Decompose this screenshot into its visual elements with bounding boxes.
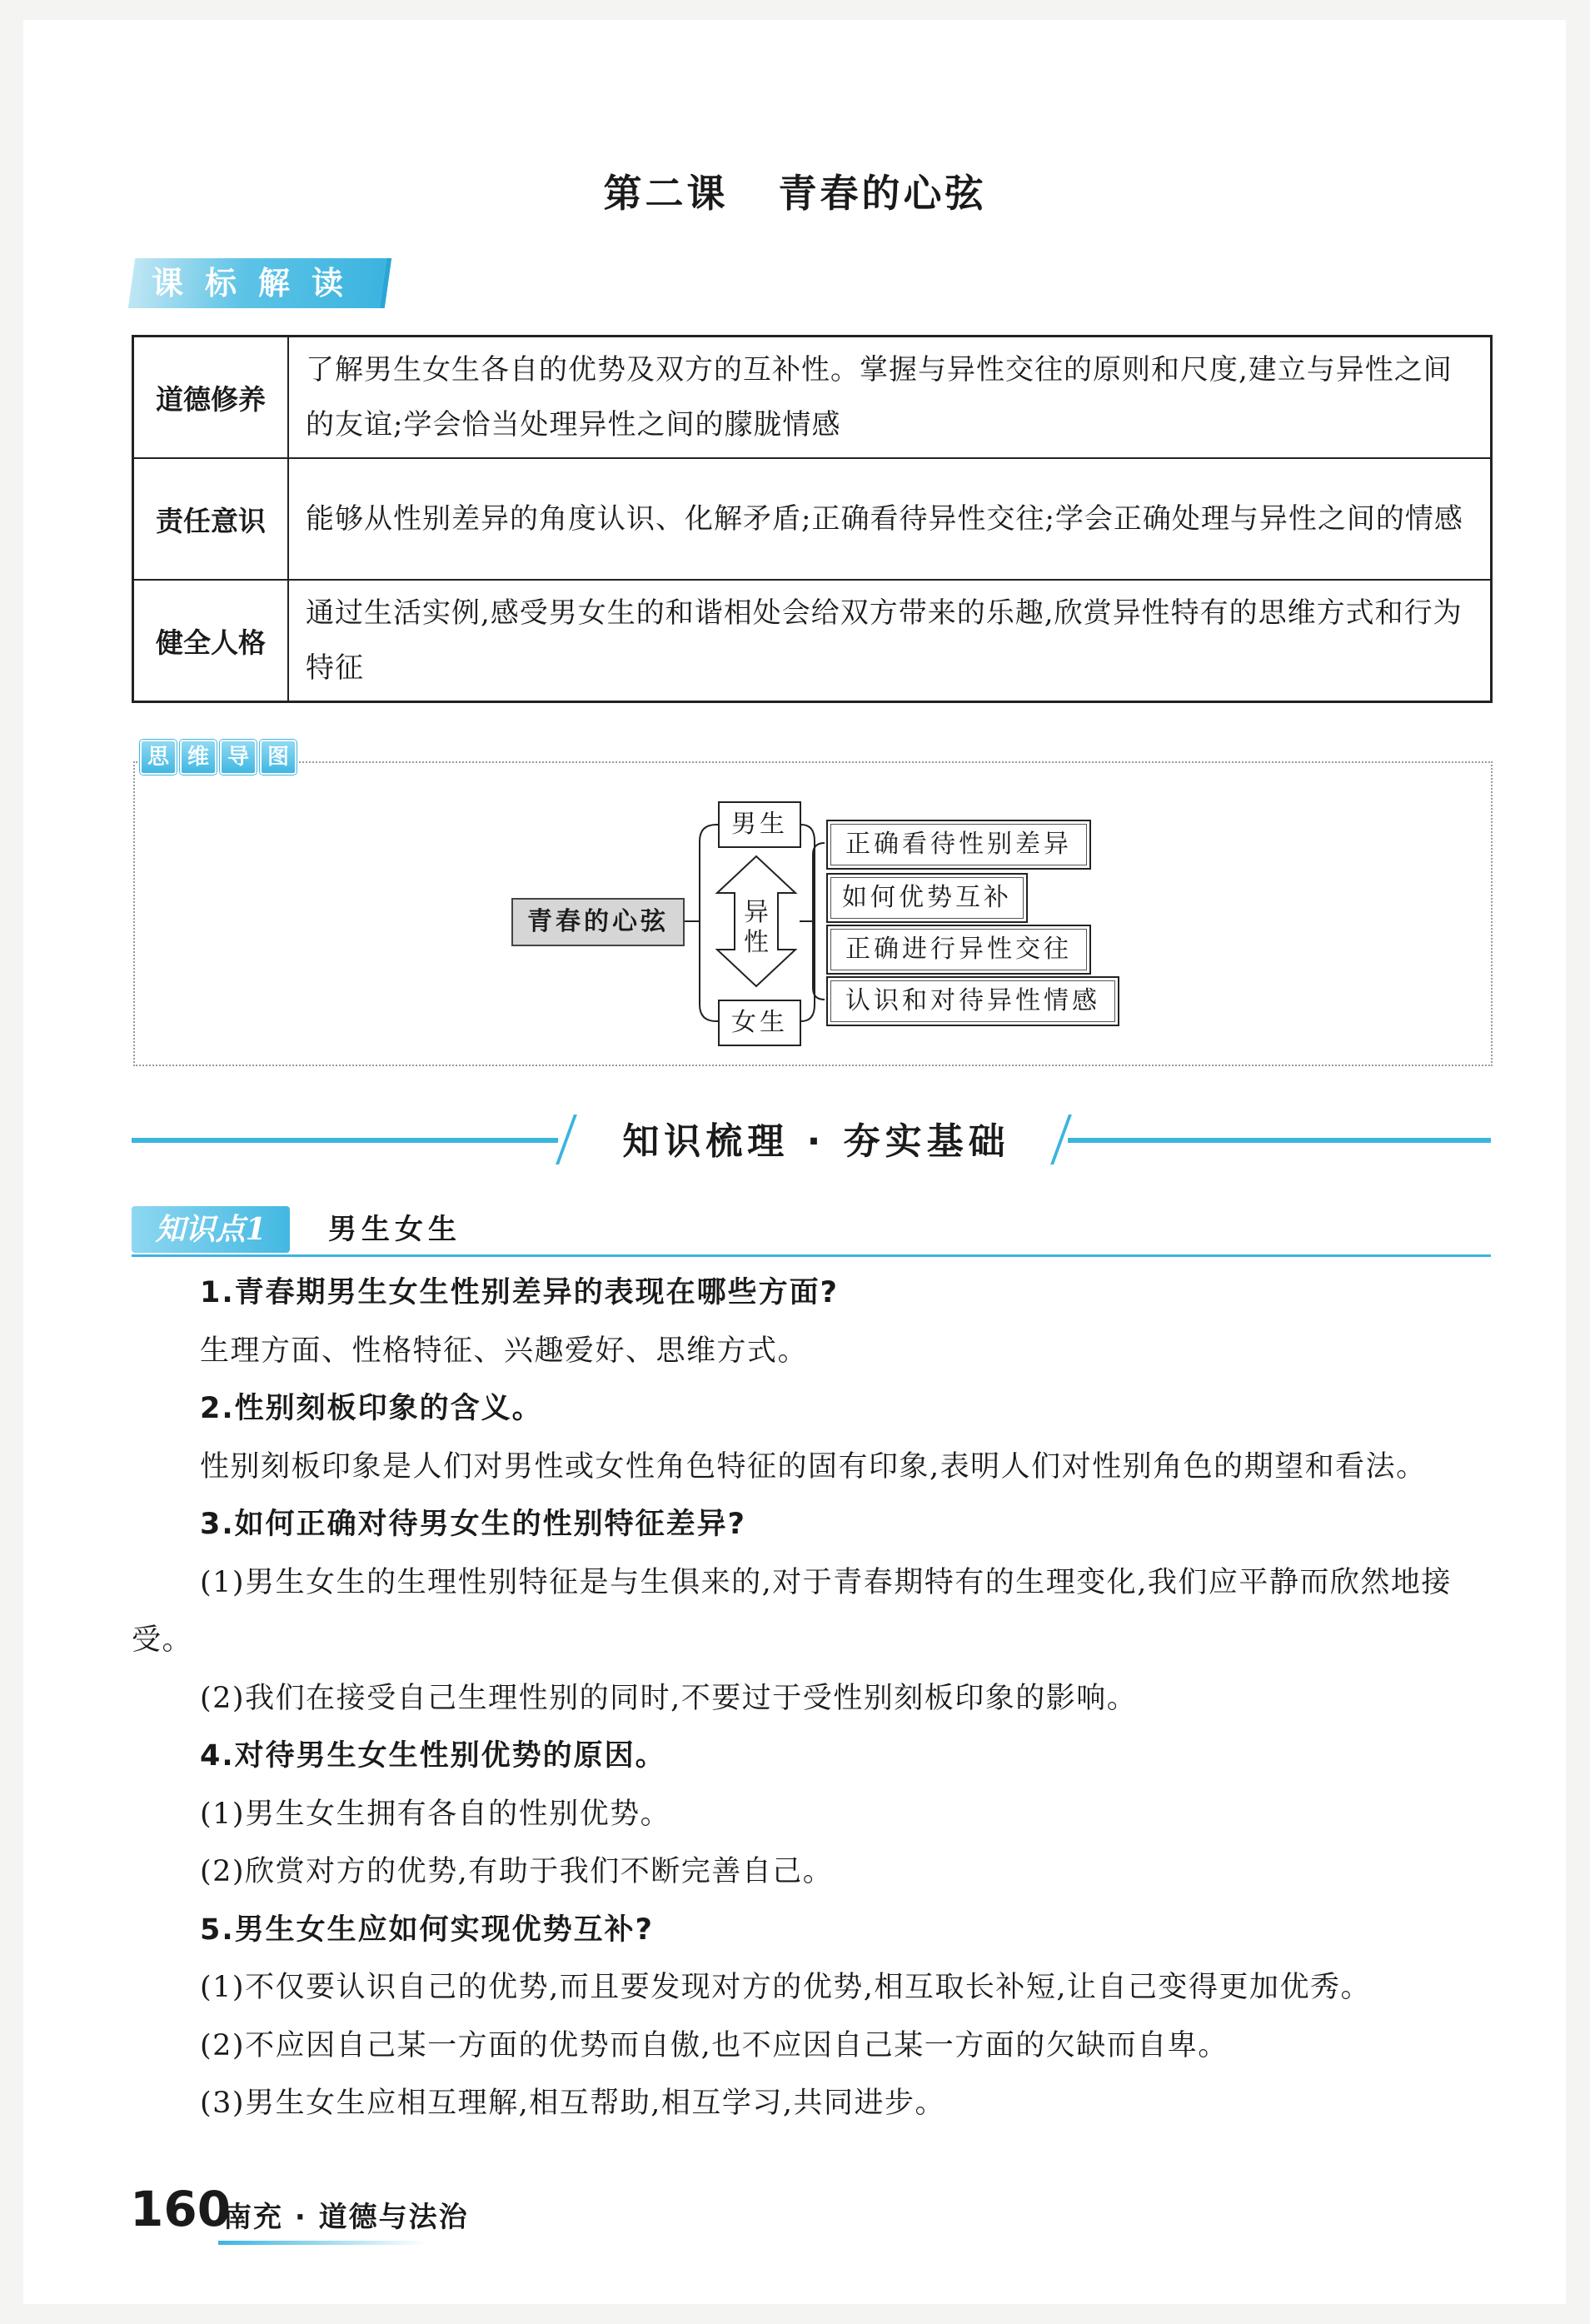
knowledge-point-badge: 知识点1 — [132, 1206, 290, 1253]
answer: (3)男生女生应相互理解,相互帮助,相互学习,共同进步。 — [200, 2087, 945, 2120]
mindmap-tag-char: 导 — [220, 740, 258, 773]
answer: (1)男生女生拥有各自的性别优势。 — [200, 1797, 671, 1831]
mindmap-tag-char: 图 — [260, 740, 298, 773]
page-number: 160 — [130, 2181, 232, 2237]
mindmap-center: 青春的心弦 — [511, 898, 685, 946]
standard-value: 能够从性别差异的角度认识、化解矛盾;正确看待异性交往;学会正确处理与异性之间的情感 — [288, 458, 1492, 580]
lesson-number: 第二课 — [603, 171, 729, 216]
footer-underline — [218, 2241, 426, 2245]
answer: 生理方面、性格特征、兴趣爱好、思维方式。 — [200, 1334, 809, 1368]
standard-value: 了解男生女生各自的优势及双方的互补性。掌握与异性交往的原则和尺度,建立与异性之间的友谊;学会恰当处理异性之间的朦胧情感 — [288, 337, 1492, 459]
mindmap-branch: 如何优势互补 — [826, 873, 1028, 923]
knowledge-content — [132, 1264, 1493, 2133]
mindmap-female: 女生 — [718, 1000, 801, 1046]
standard-value: 通过生活实例,感受男女生的和谐相处会给双方带来的乐趣,欣赏异性特有的思维方式和行为特征 — [288, 580, 1492, 702]
section-rule-right — [1068, 1138, 1491, 1143]
answer: 性别刻板印象是人们对男性或女性角色特征的固有印象,表明人们对性别角色的期望和看法。 — [200, 1449, 1427, 1484]
standard-key: 道德修养 — [133, 337, 289, 459]
answer: (2)不应因自己某一方面的优势而自傲,也不应因自己某一方面的欠缺而自卑。 — [200, 2028, 1229, 2062]
knowledge-point-title: 男生女生 — [328, 1213, 461, 1246]
standard-key: 责任意识 — [133, 458, 289, 580]
mindmap-arrow-label: 异 性 — [744, 898, 769, 957]
question: 3.如何正确对待男女生的性别特征差异? — [200, 1508, 746, 1541]
mindmap-branch: 正确进行异性交往 — [826, 925, 1091, 975]
answer: (1)不仅要认识自己的优势,而且要发现对方的优势,相互取长补短,让自己变得更加优秀。 — [200, 1971, 1371, 2004]
knowledge-point-rule — [132, 1254, 1491, 1257]
mindmap-branch: 认识和对待异性情感 — [826, 976, 1119, 1026]
lesson-name: 青春的心弦 — [778, 171, 987, 216]
section-title: 知识梳理 · 夯实基础 — [622, 1120, 1010, 1163]
answer: (2)我们在接受自己生理性别的同时,不要过于受性别刻板印象的影响。 — [200, 1681, 1138, 1715]
mindmap-branch: 正确看待性别差异 — [826, 820, 1091, 870]
mindmap-tag-char: 思 — [140, 740, 178, 773]
standards-tag: 课标解读 — [152, 265, 366, 302]
section-rule-left — [132, 1138, 558, 1143]
answer: (1)男生女生的生理性别特征是与生俱来的,对于青春期特有的生理变化,我们应平静而欣然地接受。 — [132, 1565, 1452, 1657]
answer: (2)欣赏对方的优势,有助于我们不断完善自己。 — [200, 1855, 834, 1888]
question: 4.对待男生女生性别优势的原因。 — [200, 1739, 666, 1773]
footer-label: 南充 · 道德与法治 — [223, 2201, 469, 2234]
mindmap-male: 男生 — [718, 801, 801, 848]
mindmap-tag-char: 维 — [180, 740, 218, 773]
question: 2.性别刻板印象的含义。 — [200, 1392, 543, 1425]
question: 5.男生女生应如何实现优势互补? — [200, 1913, 654, 1947]
standard-key: 健全人格 — [133, 580, 289, 702]
question: 1.青春期男生女生性别差异的表现在哪些方面? — [200, 1276, 839, 1309]
